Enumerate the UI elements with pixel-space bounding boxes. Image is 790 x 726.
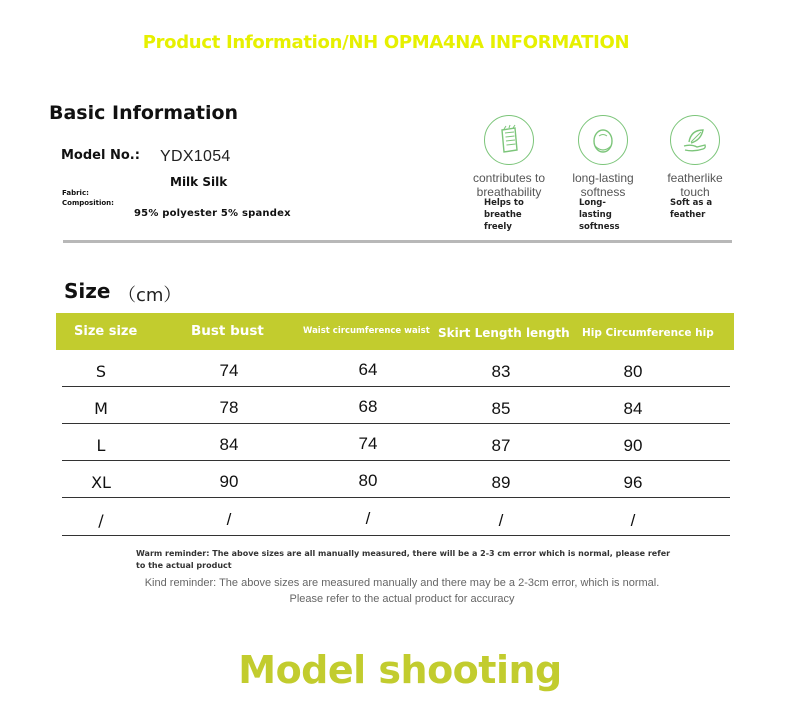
kind-reminder-line: Kind reminder: The above sizes are measured manually and there may be a 2-3cm error, which is normal. [144, 577, 660, 589]
cell-hip: 80 [623, 362, 643, 381]
header-hip: Hip Circumference hip [582, 327, 714, 339]
kind-reminder [0, 575, 790, 607]
cell-hip: 96 [623, 473, 643, 492]
size-heading: Size [64, 279, 111, 303]
table-row [62, 350, 730, 387]
basic-info-heading: Basic Information [49, 102, 239, 124]
fabric-value: Milk Silk [170, 175, 228, 189]
table-row [62, 461, 730, 498]
cell-length: 87 [491, 436, 511, 455]
cell-length: 83 [491, 362, 511, 381]
model-number-value: YDX1054 [160, 148, 231, 165]
cell-bust: 78 [219, 398, 239, 417]
cell-size: / [98, 511, 104, 530]
header-size: Size size [74, 324, 138, 339]
cell-waist: 80 [358, 471, 378, 490]
feature-name: featherlike touch [667, 171, 723, 199]
size-table-header [56, 313, 734, 350]
header-waist: Waist circumference waist [303, 326, 430, 336]
cell-bust: 90 [219, 472, 239, 491]
fabric-label: Fabric: [62, 189, 89, 197]
cell-size: L [96, 436, 106, 455]
section-divider [63, 240, 732, 243]
warm-reminder: Warm reminder: The above sizes are all manually measured, there will be a 2-3 cm error which is normal, please refer to the actual product [136, 549, 671, 570]
feature-touch [640, 115, 750, 220]
cell-hip: 84 [623, 399, 643, 418]
page-title: Product Information/NH OPMA4NA INFORMATION [142, 32, 630, 53]
feature-desc: Helps to breathe freely [484, 198, 524, 232]
composition-label: Composition: [62, 199, 114, 207]
table-row [62, 424, 730, 461]
cell-bust: 84 [219, 435, 239, 454]
feature-desc: Long- lasting softness [579, 198, 620, 232]
feather-hand-icon [670, 115, 720, 165]
model-shooting-heading: Model shooting [238, 648, 562, 692]
size-unit: （cm） [118, 285, 182, 306]
model-number-label: Model No.: [61, 148, 140, 163]
header-bust: Bust bust [191, 323, 264, 339]
cell-waist: / [365, 509, 371, 528]
cell-bust: 74 [219, 361, 239, 380]
feature-name: contributes to breathability [472, 171, 546, 199]
feature-desc: Soft as a feather [670, 198, 713, 220]
cell-waist: 68 [358, 397, 378, 416]
feature-name: long-lasting softness [572, 171, 634, 199]
kind-reminder-line: Please refer to the actual product for accuracy [289, 593, 515, 605]
soft-egg-icon [578, 115, 628, 165]
cell-waist: 74 [358, 434, 378, 453]
cell-size: XL [91, 473, 111, 492]
cell-length: / [498, 511, 504, 530]
cell-size: S [95, 362, 107, 381]
cell-bust: / [226, 510, 232, 529]
cell-hip: 90 [623, 436, 643, 455]
cell-length: 85 [491, 399, 511, 418]
cell-waist: 64 [358, 360, 378, 379]
table-row [62, 499, 730, 536]
breathable-fabric-icon [484, 115, 534, 165]
cell-hip: / [630, 511, 636, 530]
header-length: Skirt Length length [438, 326, 570, 340]
composition-value: 95% polyester 5% spandex [134, 208, 291, 219]
cell-length: 89 [491, 473, 511, 492]
cell-size: M [94, 399, 108, 418]
table-row [62, 387, 730, 424]
